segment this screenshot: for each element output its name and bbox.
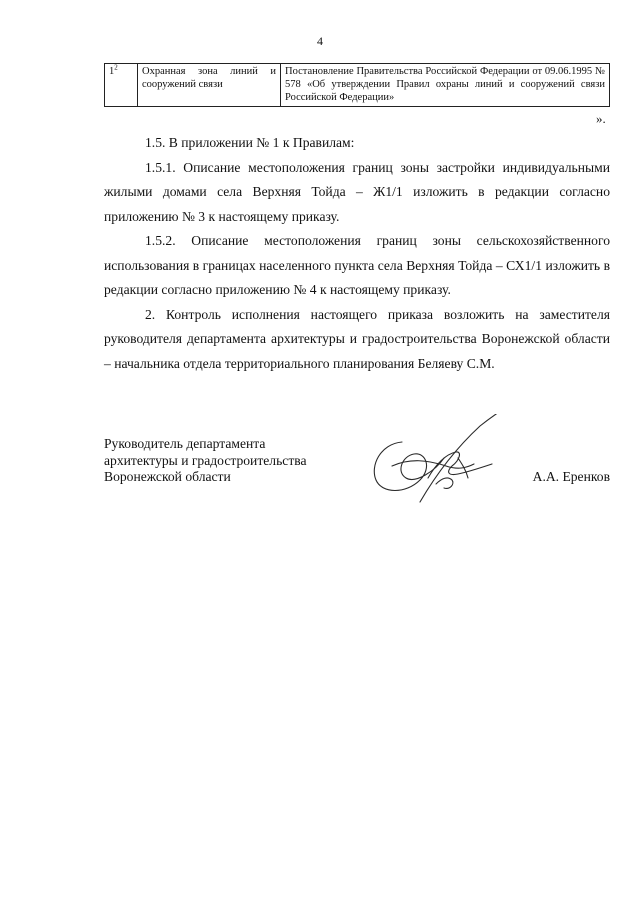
order-body [104, 131, 610, 376]
row-number-superscript: 2 [114, 63, 118, 72]
handwritten-signature [362, 414, 522, 504]
signer-title-line: Воронежской области [104, 469, 231, 484]
paragraph-1-5: 1.5. В приложении № 1 к Правилам: [145, 135, 355, 150]
row-number-cell [105, 64, 138, 107]
table-row [105, 64, 610, 107]
legal-basis-cell: Постановление Правительства Российской Федерации от 09.06.1995 № 578 «Об утверждении Правил охраны линий и сооружений связи Российской Федерации» [281, 64, 610, 107]
signer-title-line: Руководитель департамента [104, 436, 266, 451]
paragraph-1-5-1: 1.5.1. Описание местоположения границ зоны застройки индивидуальными жилыми домами села Верхняя Тойда – Ж1/1 изложить в редакции согласно приложению № 3 к настоящему приказу. [104, 159, 610, 224]
signature-block [104, 436, 610, 526]
regulations-table [104, 63, 610, 107]
page-number: 4 [317, 34, 323, 48]
signer-title [104, 436, 307, 486]
closing-quote: ». [596, 111, 606, 126]
zone-name-cell: Охранная зона линий и сооружений связи [138, 64, 281, 107]
paragraph-2: 2. Контроль исполнения настоящего приказа возложить на заместителя руководителя департамента архитектуры и градостроительства Воронежской области – начальника отдела территориального планирования Беляеву С.М. [104, 306, 610, 371]
signer-title-line: архитектуры и градостроительства [104, 452, 307, 468]
row-number: 1 [109, 66, 115, 77]
signer-name: А.А. Еренков [532, 469, 610, 484]
paragraph-1-5-2: 1.5.2. Описание местоположения границ зоны сельскохозяйственного использования в границах населенного пункта села Верхняя Тойда – СХ1/1 изложить в редакции согласно приложению № 4 к настоящему приказу. [104, 233, 610, 297]
